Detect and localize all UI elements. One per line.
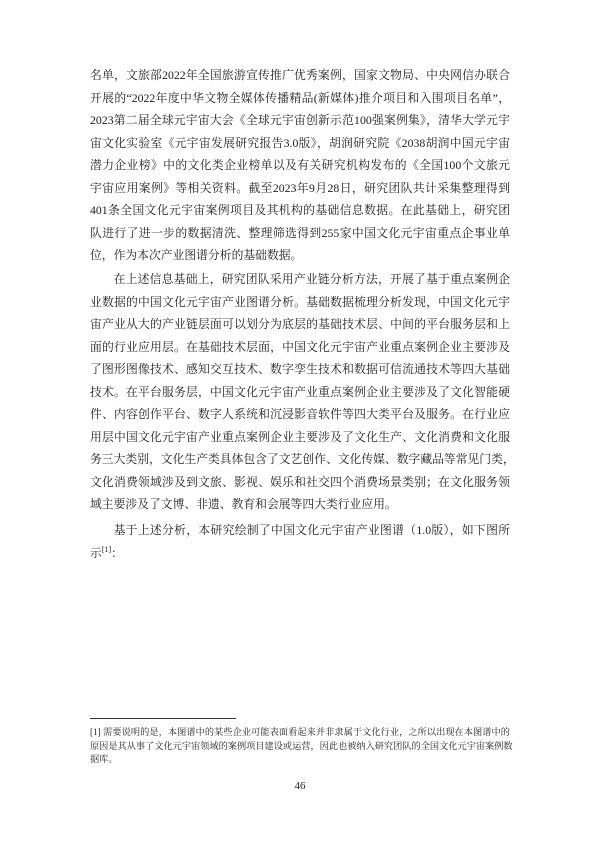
footnote-line: 原因是其从事了文化元宇宙领域的案例项目建设或运营，因此也被纳入研究团队的全国文化元宇宙案例数: [90, 740, 513, 751]
text-line: 件、内容创作平台、数字人系统和沉浸影音软件等四大类平台及服务。在行业应: [90, 407, 510, 421]
footnote-line: [90, 726, 510, 740]
text-line: 401条全国文化元宇宙案例项目及其机构的基础信息数据。在此基础上，研究团: [90, 203, 510, 217]
text-line: 宙文化实验室《元宇宙发展研究报告3.0版》，胡润研究院《2038胡润中国元宇宙: [90, 135, 510, 150]
text-line: 务三大类别，文化生产类具体包含了文艺创作、文化传媒、数字藏品等常见门类，: [90, 452, 515, 466]
footnote-marker: [1]: [90, 727, 101, 737]
text-line: 开展的“2022年度中华文物全媒体传播精品(新媒体)推介项目和入围项目名单”，: [90, 90, 510, 105]
text-line: 在上述信息基础上，研究团队采用产业链分析方法，开展了基于重点案例企: [113, 272, 510, 286]
paragraph-3: [90, 519, 510, 564]
text-line: 面的行业应用层。在基础技术层面，中国文化元宇宙产业重点案例企业主要涉及: [90, 339, 510, 354]
paragraph-1: [90, 64, 510, 267]
text-fragment: ：: [111, 545, 123, 560]
footnote: [90, 726, 513, 767]
footnote-ref: [1]: [101, 544, 112, 554]
text-line: 位，作为本次产业图谱分析的基础数据。: [90, 248, 303, 262]
text-line: 宇宙应用案例》等相关资料。截至2023年9月28日，研究团队共计采集整理得到: [90, 180, 510, 195]
text-line: 队进行了进一步的数据清洗、整理筛选得到255家中国文化元宇宙重点企事业单: [90, 225, 510, 240]
text-line: 名单，文旅部2022年全国旅游宣传推广优秀案例，国家文物局、中央网信办联合: [90, 68, 510, 82]
footnote-line: 据库。: [90, 754, 118, 764]
footnote-separator: [90, 718, 236, 719]
text-line: 了图形图像技术、感知交互技术、数字孪生技术和数据可信流通技术等四大基础: [90, 362, 510, 376]
text-line: 文化消费领域涉及到文旅、影视、娱乐和社交四个消费场景类别；在文化服务领: [90, 474, 510, 489]
text-line: 用层中国文化元宇宙产业重点案例企业主要涉及了文化生产、文化消费和文化服: [90, 429, 510, 444]
paragraph-2: [90, 268, 515, 516]
text-line: 潜力企业榜》中的文化类企业榜单以及有关研究机构发布的《全国100个文旅元: [90, 158, 510, 172]
page-number: 46: [294, 780, 306, 792]
text-line: 基于上述分析，本研究绘制了中国文化元宇宙产业图谱（1.0版），如下图所: [113, 523, 510, 537]
text-line: 业数据的中国文化元宇宙产业图谱分析。基础数据梳理分析发现，中国文化元宇: [90, 294, 510, 309]
footnote-text: 需要说明的是，本图谱中的某些企业可能表面看起来并非隶属于文化行业，之所以出现在本图谱中的: [103, 727, 510, 737]
text-fragment: 示: [90, 545, 102, 560]
text-line: 域主要涉及了文博、非遗、教育和会展等四大类行业应用。: [90, 497, 397, 511]
text-line: [90, 542, 510, 565]
text-line: 技术。在平台服务层，中国文化元宇宙产业重点案例企业主要涉及了文化智能硬: [90, 384, 510, 399]
text-line: 宙产业从大的产业链层面可以划分为底层的基础技术层、中间的平台服务层和上: [90, 317, 510, 331]
text-line: 2023第二届全球元宇宙大会《全球元宇宙创新示范100强案例集》，清华大学元宇: [90, 113, 510, 127]
